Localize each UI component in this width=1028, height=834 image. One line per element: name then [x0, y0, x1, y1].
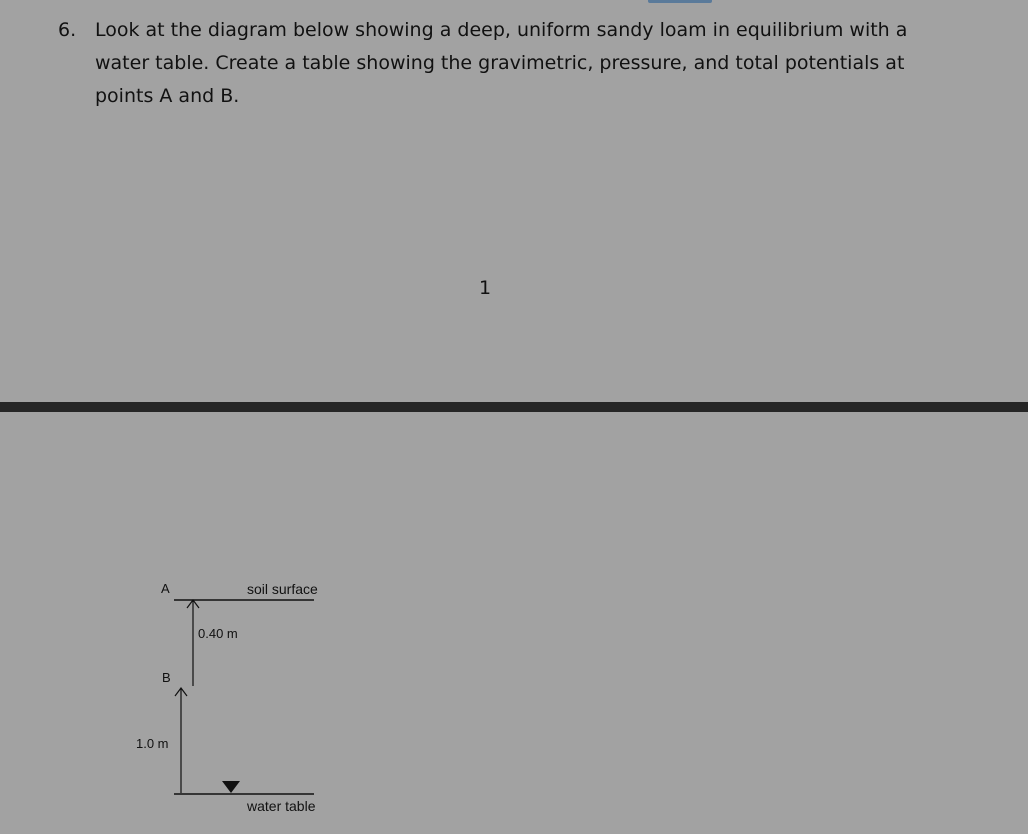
point-a-label: A	[161, 581, 170, 596]
question-text: Look at the diagram below showing a deep, uniform sandy loam in equilibrium with a water table. Create a table showing the gravimetric, pressure, and total potentials at points A and B.	[95, 19, 908, 107]
water-table-label: water table	[247, 798, 316, 814]
point-b-label: B	[162, 670, 171, 685]
water-table-marker-icon	[222, 781, 240, 793]
soil-surface-label: soil surface	[247, 581, 318, 597]
distance-a-b-label: 0.40 m	[198, 626, 238, 641]
distance-b-watertable-label: 1.0 m	[136, 736, 169, 751]
page-number: 1	[479, 277, 492, 299]
question-number: 6.	[58, 19, 77, 41]
